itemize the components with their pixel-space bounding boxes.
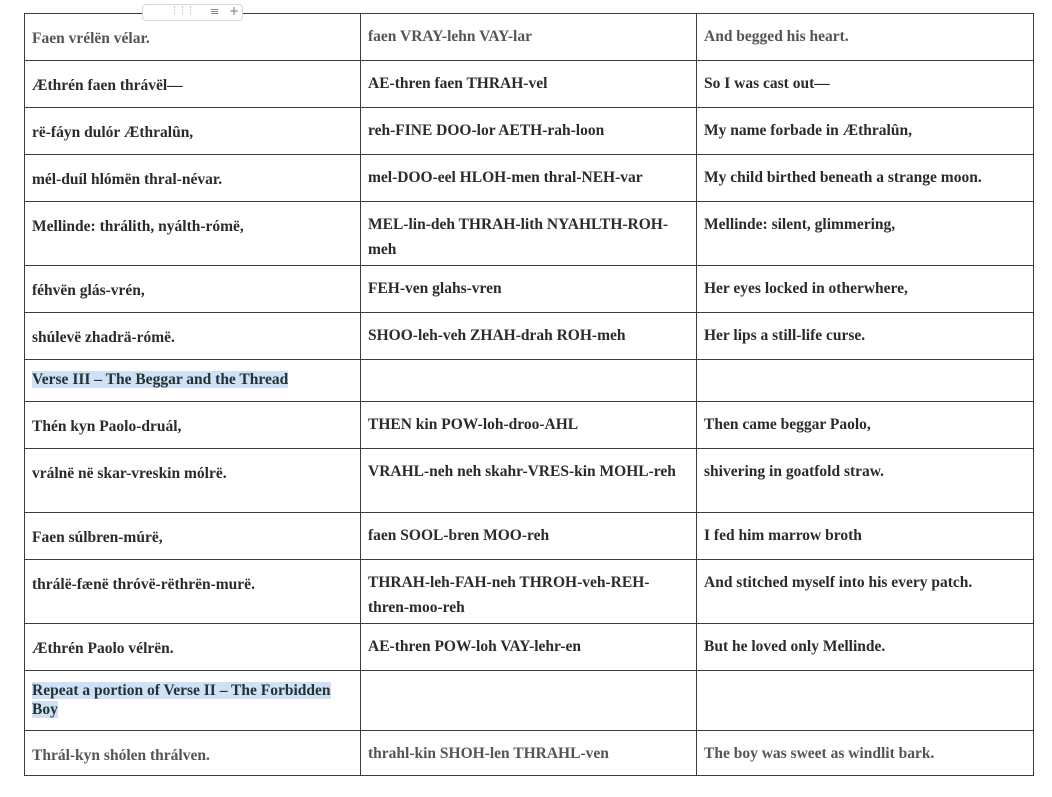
pronunciation-cell[interactable]: AE-thren faen THRAH-vel: [361, 61, 697, 108]
table-row: [25, 402, 1034, 449]
translation-cell[interactable]: Mellinde: silent, glimmering,: [697, 202, 1034, 266]
original-line-cell[interactable]: féhvën glás-vrén,: [25, 266, 361, 313]
translation-cell[interactable]: Her lips a still-life curse.: [697, 313, 1034, 360]
translation-cell[interactable]: And stitched myself into his every patch.: [697, 560, 1034, 624]
translation-cell[interactable]: So I was cast out—: [697, 61, 1034, 108]
translation-cell[interactable]: Then came beggar Paolo,: [697, 402, 1034, 449]
empty-cell[interactable]: [361, 671, 697, 731]
pronunciation-cell[interactable]: SHOO-leh-veh ZHAH-drah ROH-meh: [361, 313, 697, 360]
pronunciation-cell[interactable]: MEL-lin-deh THRAH-lith NYAHLTH-ROH-meh: [361, 202, 697, 266]
original-line-cell[interactable]: Faen vrélën vélar.: [25, 14, 361, 61]
add-icon[interactable]: +: [229, 4, 240, 18]
pronunciation-cell[interactable]: faen SOOL-bren MOO-reh: [361, 513, 697, 560]
empty-cell[interactable]: [697, 360, 1034, 402]
original-line-cell[interactable]: Mellinde: thrálith, nyálth-rómë,: [25, 202, 361, 266]
table-row: [25, 449, 1034, 513]
verse-heading-text: Repeat a portion of Verse II – The Forbidden Boy: [32, 682, 331, 718]
translation-cell[interactable]: I fed him marrow broth: [697, 513, 1034, 560]
pronunciation-cell[interactable]: mel-DOO-eel HLOH-men thral-NEH-var: [361, 155, 697, 202]
original-line-cell[interactable]: mél-duíl hlómën thral-névar.: [25, 155, 361, 202]
pronunciation-cell[interactable]: VRAHL-neh neh skahr-VRES-kin MOHL-reh: [361, 449, 697, 513]
original-line-cell[interactable]: rë-fáyn dulór Æthralûn,: [25, 108, 361, 155]
table-row: [25, 513, 1034, 560]
pronunciation-cell[interactable]: THEN kin POW-loh-droo-AHL: [361, 402, 697, 449]
verse-heading-cell[interactable]: [25, 360, 361, 402]
original-line-cell[interactable]: Faen súlbren-múrë,: [25, 513, 361, 560]
table-row: [25, 313, 1034, 360]
table-row: [25, 731, 1034, 776]
table-toolbar: [142, 4, 243, 21]
translation-cell[interactable]: My child birthed beneath a strange moon.: [697, 155, 1034, 202]
table-row: [25, 202, 1034, 266]
poem-table-container: [24, 13, 1034, 776]
table-row: [25, 61, 1034, 108]
table-row: [25, 266, 1034, 313]
translation-cell[interactable]: My name forbade in Æthralûn,: [697, 108, 1034, 155]
original-line-cell[interactable]: Thén kyn Paolo-druál,: [25, 402, 361, 449]
table-row: [25, 624, 1034, 671]
translation-cell[interactable]: Her eyes locked in otherwhere,: [697, 266, 1034, 313]
pronunciation-cell[interactable]: THRAH-leh-FAH-neh THROH-veh-REH-thren-moo-reh: [361, 560, 697, 624]
empty-cell[interactable]: [361, 360, 697, 402]
table-row: [25, 560, 1034, 624]
translation-cell[interactable]: But he loved only Mellinde.: [697, 624, 1034, 671]
pronunciation-cell[interactable]: reh-FINE DOO-lor AETH-rah-loon: [361, 108, 697, 155]
pronunciation-cell[interactable]: thrahl-kin SHOH-len THRAHL-ven: [361, 731, 697, 776]
verse-heading-row: [25, 671, 1034, 731]
original-line-cell[interactable]: Æthrén Paolo vélrën.: [25, 624, 361, 671]
translation-table: [24, 13, 1034, 776]
verse-heading-text: Verse III – The Beggar and the Thread: [32, 371, 289, 388]
table-row: [25, 108, 1034, 155]
translation-cell[interactable]: The boy was sweet as windlit bark.: [697, 731, 1034, 776]
original-line-cell[interactable]: shúlevë zhadrä-rómë.: [25, 313, 361, 360]
original-line-cell[interactable]: thrálë-fænë thróvë-rëthrën-murë.: [25, 560, 361, 624]
original-line-cell[interactable]: Thrál-kyn shólen thrálven.: [25, 731, 361, 776]
table-row: [25, 155, 1034, 202]
translation-cell[interactable]: shivering in goatfold straw.: [697, 449, 1034, 513]
empty-cell[interactable]: [697, 671, 1034, 731]
pronunciation-cell[interactable]: FEH-ven glahs-vren: [361, 266, 697, 313]
verse-heading-cell[interactable]: [25, 671, 361, 731]
translation-cell[interactable]: And begged his heart.: [697, 14, 1034, 61]
drag-handle-icon[interactable]: ⋮⋮⋮: [170, 6, 194, 16]
original-line-cell[interactable]: Æthrén faen thrávël—: [25, 61, 361, 108]
verse-heading-row: [25, 360, 1034, 402]
pronunciation-cell[interactable]: faen VRAY-lehn VAY-lar: [361, 14, 697, 61]
sort-icon[interactable]: ≡: [210, 5, 220, 18]
original-line-cell[interactable]: vrálnë në skar-vreskin mólrë.: [25, 449, 361, 513]
pronunciation-cell[interactable]: AE-thren POW-loh VAY-lehr-en: [361, 624, 697, 671]
